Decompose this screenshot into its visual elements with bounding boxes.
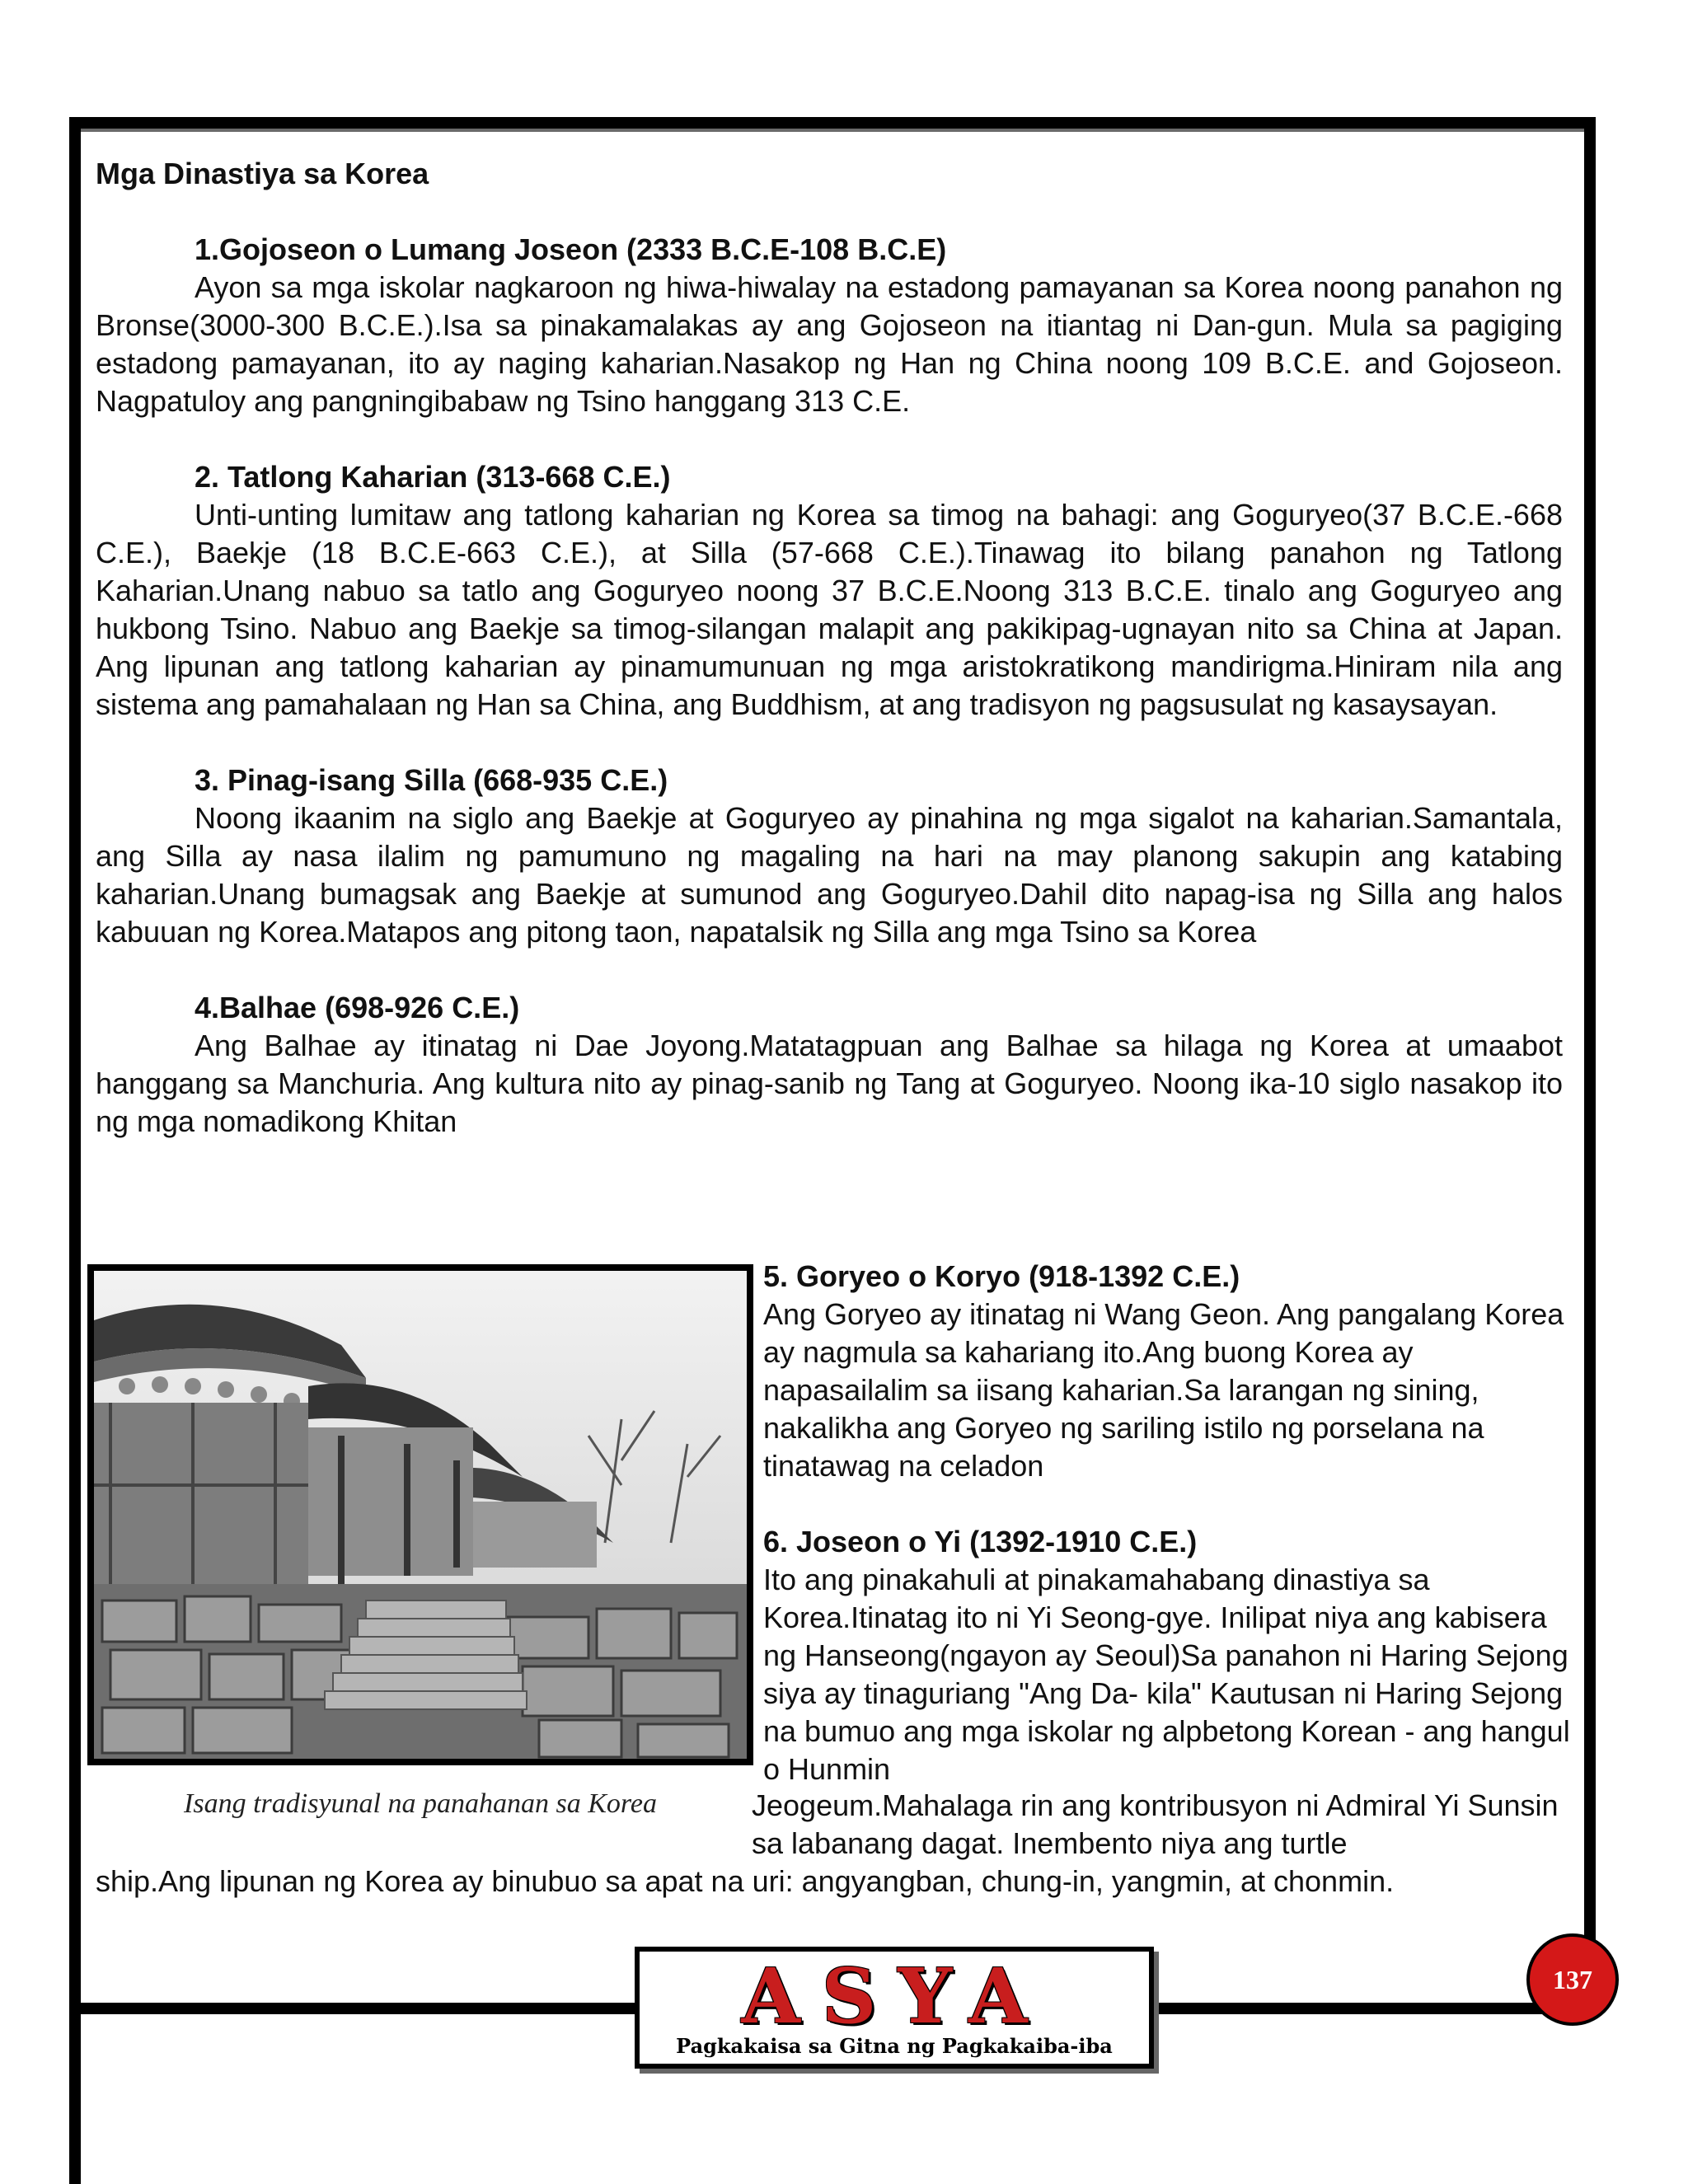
logo-word: ASYA (741, 1952, 1049, 2041)
page-frame-left (69, 117, 81, 2184)
section-joseon (763, 1523, 1571, 1788)
section-title: 6. Joseon o Yi (1392-1910 C.E.) (763, 1525, 1198, 1558)
korean-house-photo (87, 1264, 753, 1765)
section-title: 3. Pinag-isang Silla (668-935 C.E.) (195, 763, 668, 797)
section-body: Ito ang pinakahuli at pinakamahabang dinastiya sa Korea.Itinatag ito ni Yi Seong-gye. Inilipat niya ang kabisera ng Hanseong(ngayon ay Seoul)Sa panahon ni Haring Sejong siya ay tinaguriang "Ang Da- kila" Kautusan ni Haring Sejong na bumuo ang mga iskolar ng alpbetong Korean - ang hangul o Hunmin (763, 1563, 1570, 1786)
main-content (96, 155, 1563, 1179)
page-title: Mga Dinastiya sa Korea (96, 157, 429, 190)
continuation-text: Jeogeum.Mahalaga rin ang kontribusyon ni Admiral Yi Sunsin sa labanang dagat. Inembento niya ang turtle (752, 1788, 1559, 1860)
page-frame-right (1584, 117, 1596, 2014)
section-gojoseon (96, 231, 1563, 420)
page-frame-bottom-right (1154, 2003, 1596, 2014)
page-frame-bottom-left (69, 2003, 635, 2014)
right-column (763, 1258, 1571, 1826)
asya-logo (635, 1947, 1154, 2069)
section-body: Ayon sa mga iskolar nagkaroon ng hiwa-hiwalay na estadong pamayanan sa Korea noong panahon ng Bronse(3000-300 B.C.E.).Isa sa pinakamalakas ay ang Gojoseon na itiantag ni Dan-gun. Mula sa pagiging estadong pamayanan, ito ay naging kaharian.Nasakop ng Han ng China noong 109 B.C.E. and Gojoseon. Nagpatuloy ang pangningibabaw ng Tsino hanggang 313 C.E. (96, 270, 1563, 418)
section-body: Unti-unting lumitaw ang tatlong kaharian ng Korea sa timog na bahagi: ang Goguryeo(37 B.C.E.-668 C.E.), Baekje (18 B.C.E-663 C.E.), at Silla (57-668 C.E.).Tinawag ito bilang panahon ng Tatlong Kaharian.Unang nabuo sa tatlo ang Goguryeo noong 37 B.C.E.Noong 313 B.C.E. tinalo ang Goguryeo ang hukbong Tsino. Nabuo ang Baekje sa timog-silangan malapit ang pakikipag-ugnayan nito sa China at Japan. Ang lipunan ang tatlong kaharian ay pinamumunuan ng mga aristokratikong mandirigma.Hiniram nila ang sistema ang pamahalaan ng Han sa China, ang Buddhism, at ang tradisyon ng pagsusulat ng kasaysayan. (96, 498, 1563, 721)
logo-tagline: Pagkakaisa sa Gitna ng Pagkakaiba-iba (676, 2034, 1113, 2058)
section-body: Ang Balhae ay itinatag ni Dae Joyong.Matatagpuan ang Balhae sa hilaga ng Korea at umaabot hanggang sa Manchuria. Ang kultura nito ay pinag-sanib ng Tang at Goguryeo. Noong ika-10 siglo nasakop ito ng mga nomadikong Khitan (96, 1029, 1563, 1138)
section-title: 5. Goryeo o Koryo (918-1392 C.E.) (763, 1259, 1240, 1293)
section-pinag-isang-silla (96, 762, 1563, 951)
section-balhae (96, 989, 1563, 1141)
photo-caption: Isang tradisyunal na panahanan sa Korea (184, 1788, 657, 1819)
section-body: Ang Goryeo ay itinatag ni Wang Geon. Ang pangalang Korea ay nagmula sa kahariang ito.Ang buong Korea ay napasailalim sa iisang kaharian.Sa larangan ng sining, nakalikha ang Goryeo ng sariling istilo ng porselana na tinatawag na celadon (763, 1297, 1564, 1483)
page-frame-shadow (81, 129, 1596, 132)
section-title: 2. Tatlong Kaharian (313-668 C.E.) (195, 460, 671, 494)
page-frame-top (69, 117, 1596, 129)
section-tatlong-kaharian (96, 458, 1563, 724)
page-number-badge: 137 (1526, 1933, 1619, 2026)
section-body: Noong ikaanim na siglo ang Baekje at Goguryeo ay pinahina ng mga sigalot na kaharian.Samantala, ang Silla ay nasa ilalim ng pamumuno ng magaling na hari na may planong sakupin ang katabing kaharian.Unang bumagsak ang Baekje at sumunod ang Goguryeo.Dahil dito napag-isa ng Silla ang halos kabuuan ng Korea.Matapos ang pitong taon, napatalsik ng Silla ang mga Tsino sa Korea (96, 801, 1563, 949)
section-title: 1.Gojoseon o Lumang Joseon (2333 B.C.E-108 B.C.E) (195, 232, 947, 266)
section-goryeo (763, 1258, 1571, 1485)
section-title: 4.Balhae (698-926 C.E.) (195, 991, 520, 1024)
continuation-text-last: ship.Ang lipunan ng Korea ay binubuo sa apat na uri: angyangban, chung-in, yangmin, at chonmin. (96, 1864, 1395, 1898)
korean-house-illustration (94, 1271, 747, 1759)
